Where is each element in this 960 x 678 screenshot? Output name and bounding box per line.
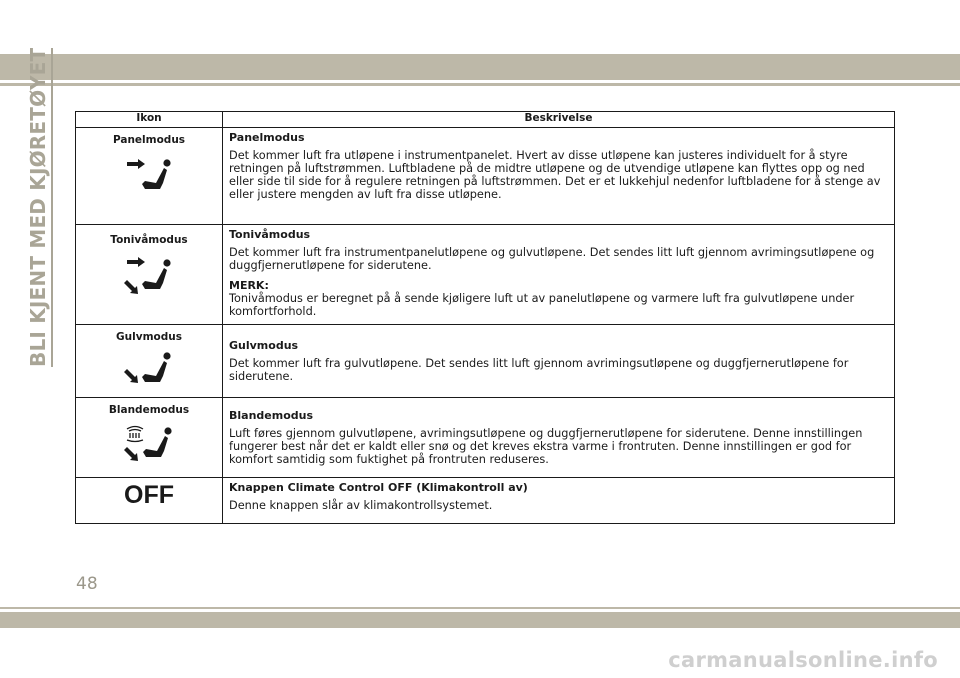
note-title: MERK: — [229, 279, 269, 292]
description-body: Denne knappen slår av klimakontrollsystemet. — [229, 499, 493, 512]
description-cell — [223, 128, 895, 225]
description-cell — [223, 225, 895, 325]
header-rule — [0, 83, 960, 86]
table-row — [76, 325, 895, 398]
table-row — [76, 128, 895, 225]
description-body: Det kommer luft fra instrumentpanelutløpene og gulvutløpene. Det sendes litt luft gjennom avrimingsutløpene og duggfjernerutløpene for siderutene. — [229, 246, 875, 272]
header-description: Beskrivelse — [223, 112, 895, 128]
watermark: carmanualsonline.info — [668, 648, 938, 672]
icon-label: Panelmodus — [112, 134, 186, 146]
description-title: Tonivåmodus — [229, 228, 311, 241]
mix-mode-icon — [121, 423, 177, 467]
panel-mode-icon — [123, 153, 175, 193]
description-title: Gulvmodus — [229, 338, 299, 352]
description-cell — [223, 478, 895, 524]
description-body: Luft føres gjennom gulvutløpene, avrimingsutløpene og duggfjernerutløpene for siderutene. Denne innstillingen fungerer best når det er kaldt eller snø og det kreves ekstra varme i frontruten. Denne innstillingen er god for komfort samtidig som fuktighet på frontruten reduseres. — [229, 426, 863, 466]
table-row — [76, 478, 895, 524]
footer-rule — [0, 607, 960, 609]
table-header-row — [76, 112, 895, 128]
climate-mode-table — [75, 111, 895, 524]
description-title: Knappen Climate Control OFF (Klimakontroll av) — [229, 481, 528, 494]
note-body: Tonivåmodus er beregnet på å sende kjøligere luft ut av panelutløpene og varmere luft fra gulvutløpene under komfortforhold. — [229, 292, 855, 318]
description-body: Det kommer luft fra utløpene i instrumentpanelet. Hvert av disse utløpene kan justeres individuelt for å styre retningen på luftstrømmen. Luftbladene på de midtre utløpene og de utvendige utløpene kan flyttes opp og ned eller side til side for å regulere retningen på luftstrømmen. Det er et lukkehjul nedenfor luftbladene for å stenge av eller justere mengden av luft fra disse utløpene. — [229, 149, 881, 201]
floor-mode-icon — [123, 350, 175, 390]
table-row — [76, 225, 895, 325]
icon-label: Gulvmodus — [116, 331, 182, 343]
icon-label: Blandemodus — [108, 404, 190, 416]
header-band — [0, 54, 960, 80]
description-title: Panelmodus — [229, 131, 305, 144]
description-title: Blandemodus — [229, 408, 314, 422]
table-row — [76, 398, 895, 478]
header-icon: Ikon — [76, 112, 223, 128]
icon-cell — [76, 325, 223, 398]
section-title: BLI KJENT MED KJØRETØYET — [26, 48, 53, 367]
description-cell — [223, 325, 895, 398]
icon-cell — [76, 478, 223, 524]
bi-level-mode-icon — [123, 253, 175, 301]
icon-cell — [76, 128, 223, 225]
icon-label: Tonivåmodus — [110, 234, 188, 246]
off-text-icon: OFF — [124, 481, 174, 509]
icon-cell — [76, 398, 223, 478]
page-number: 48 — [76, 574, 98, 594]
description-cell — [223, 398, 895, 478]
icon-cell — [76, 225, 223, 325]
footer-band — [0, 612, 960, 628]
description-body: Det kommer luft fra gulvutløpene. Det sendes litt luft gjennom avrimingsutløpene og duggfjernerutløpene for siderutene. — [229, 356, 849, 383]
